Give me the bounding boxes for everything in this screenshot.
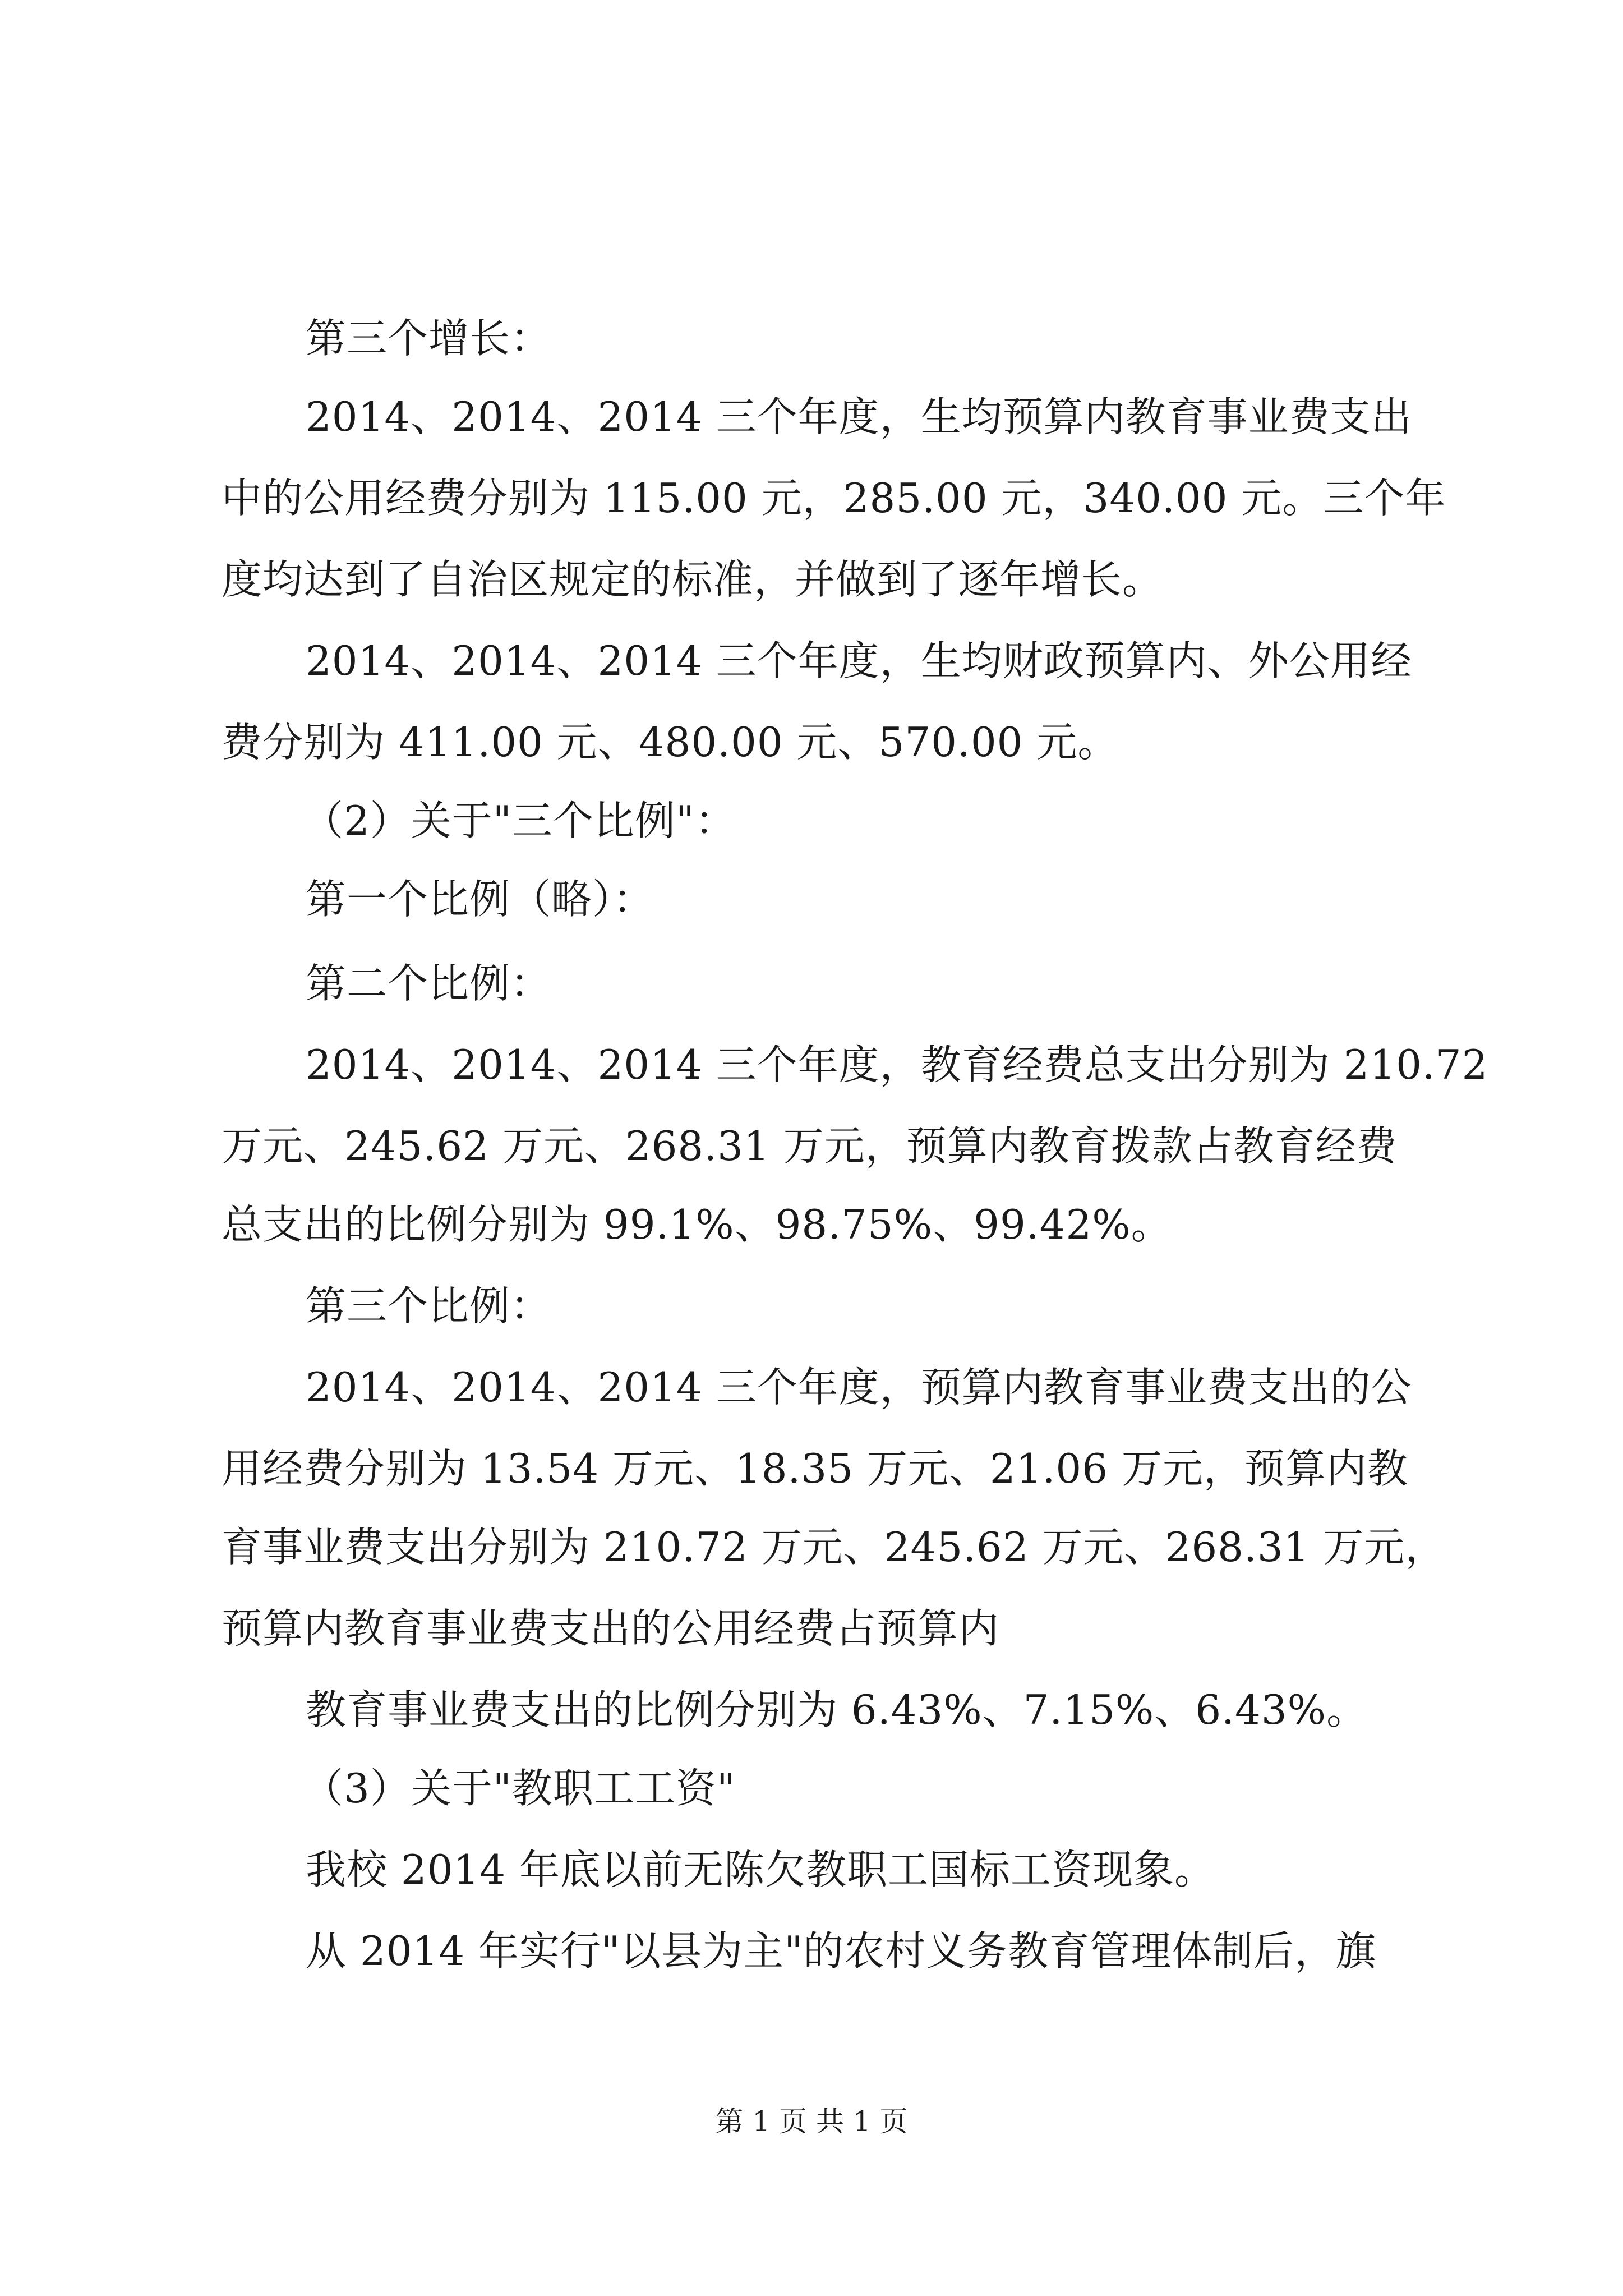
text-line-14: 2014、2014、2014 三个年度，预算内教育事业费支出的公 [306,1364,1412,1411]
text-line-12: 总支出的比例分别为 99.1%、98.75%、99.42%。 [222,1201,1172,1248]
text-line-20: 我校 2014 年底以前无陈欠教职工国标工资现象。 [306,1846,1216,1893]
text-line-5: 2014、2014、2014 三个年度，生均财政预算内、外公用经 [306,637,1412,684]
text-line-11: 万元、245.62 万元、268.31 万元，预算内教育拨款占教育经费 [222,1122,1398,1170]
text-line-19: （3）关于"教职工工资" [303,1765,736,1812]
text-line-3: 中的公用经费分别为 115.00 元，285.00 元，340.00 元。三个年 [222,475,1446,522]
text-line-16: 育事业费支出分别为 210.72 万元、245.62 万元、268.31 万元， [222,1524,1446,1571]
text-line-15: 用经费分别为 13.54 万元、18.35 万元、21.06 万元，预算内教 [222,1445,1408,1492]
page-footer: 第 1 页 共 1 页 [715,2105,908,2138]
text-line-2: 2014、2014、2014 三个年度，生均预算内教育事业费支出 [306,393,1412,440]
text-line-7: （2）关于"三个比例"： [303,797,736,844]
text-line-1: 第三个增长： [306,315,552,362]
text-line-6: 费分别为 411.00 元、480.00 元、570.00 元。 [222,719,1119,766]
text-line-8: 第一个比例（略）： [306,876,654,923]
text-line-17: 预算内教育事业费支出的公用经费占预算内 [222,1605,1000,1652]
text-line-13: 第三个比例： [306,1282,552,1329]
text-line-10: 2014、2014、2014 三个年度，教育经费总支出分别为 210.72 [306,1041,1488,1088]
text-line-18: 教育事业费支出的比例分别为 6.43%、7.15%、6.43%。 [306,1686,1368,1733]
text-line-21: 从 2014 年实行"以县为主"的农村义务教育管理体制后，旗 [306,1927,1377,1975]
text-line-9: 第二个比例： [306,960,552,1007]
text-line-4: 度均达到了自治区规定的标准，并做到了逐年增长。 [222,556,1164,603]
